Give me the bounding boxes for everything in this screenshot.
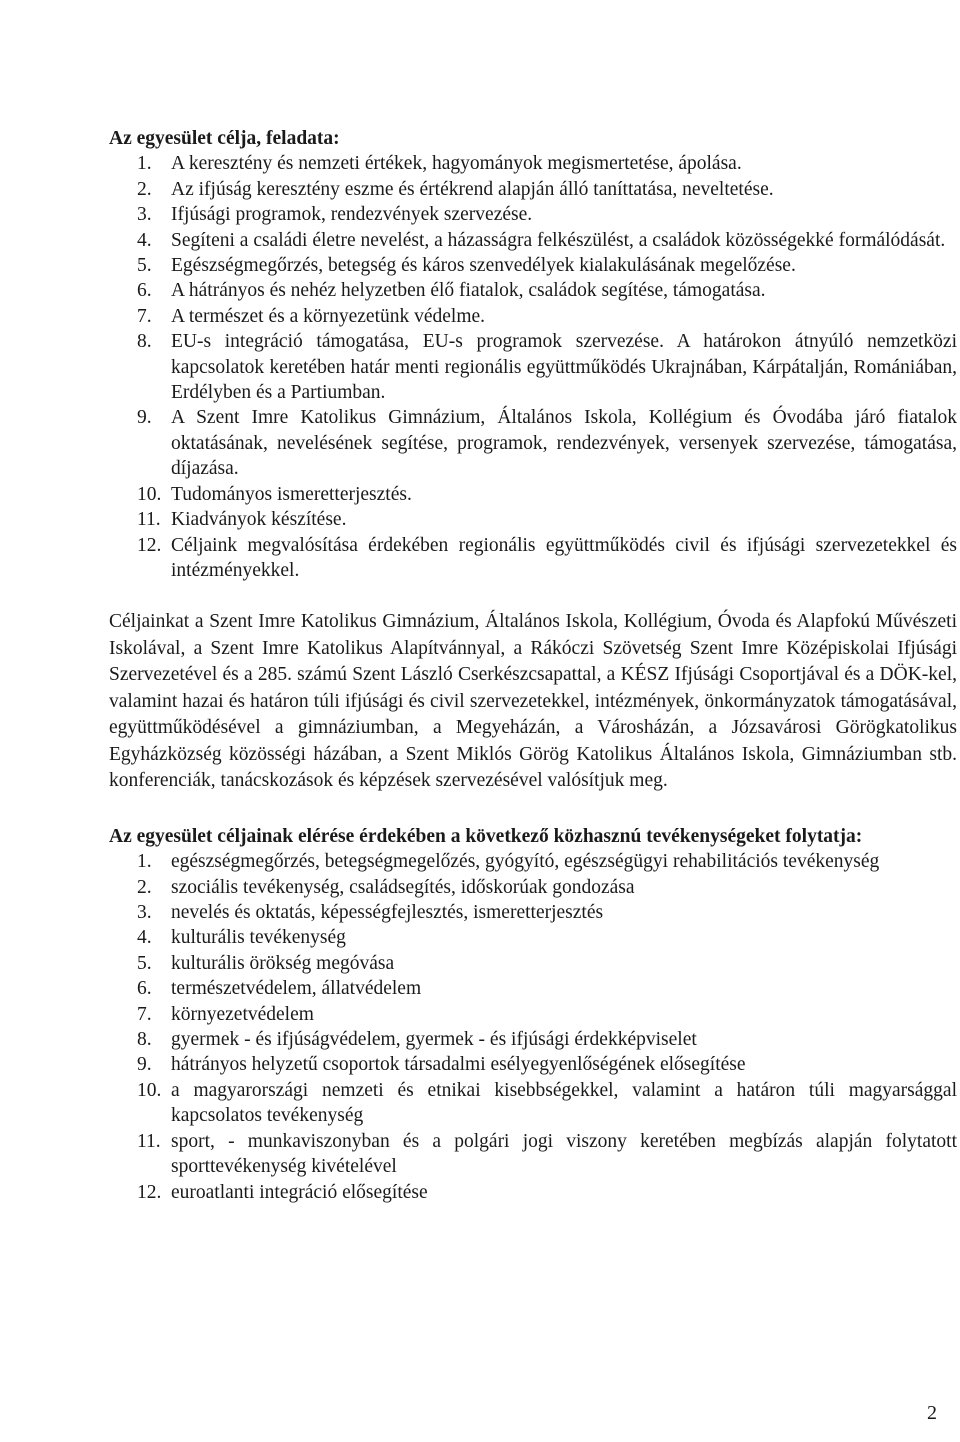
item-number: 3. — [137, 204, 152, 226]
list-item — [109, 278, 957, 303]
item-text: EU-s integráció támogatása, EU-s programok szervezése. A határokon átnyúló nemzetközi kapcsolatok keretében határ menti regionális együttműködés Ukrajnában, Kárpátalján, Romániában, Erdélyben és a Partiumban. — [171, 331, 957, 404]
list-item — [109, 228, 957, 253]
activities-list — [109, 849, 957, 1205]
item-text: kulturális örökség megóvása — [171, 952, 395, 974]
list-item — [109, 849, 957, 874]
list-item — [109, 1052, 957, 1077]
item-text: euroatlanti integráció elősegítése — [171, 1181, 428, 1203]
item-text: A természet és a környezetünk védelme. — [171, 305, 486, 327]
item-text: Céljaink megvalósítása érdekében regionális együttműködés civil és ifjúsági szervezetekkel és intézményekkel. — [171, 534, 957, 581]
item-text: környezetvédelem — [171, 1003, 314, 1025]
item-number: 10. — [137, 483, 162, 505]
item-number: 9. — [137, 407, 152, 429]
list-item — [109, 1002, 957, 1027]
item-number: 9. — [137, 1054, 152, 1076]
item-text: hátrányos helyzetű csoportok társadalmi esélyegyenlőségének elősegítése — [171, 1054, 746, 1076]
item-number: 11. — [137, 509, 161, 531]
list-item — [109, 177, 957, 202]
item-text: természetvédelem, állatvédelem — [171, 978, 422, 1000]
list-item — [109, 1129, 957, 1180]
item-number: 11. — [137, 1130, 161, 1152]
list-item — [109, 1180, 957, 1205]
item-number: 1. — [137, 851, 152, 873]
body-paragraph: Céljainkat a Szent Imre Katolikus Gimnázium, Általános Iskola, Kollégium, Óvoda és Alapfokú Művészeti Iskolával, a Szent Imre Katolikus Alapítvánnyal, a Rákóczi Szövetség Szent Imre Középiskolai Ifjúsági Szervezetével és a 285. számú Szent László Cserkészcsapattal, a KÉSZ Ifjúsági Csoportjával és a DÖK-kel, valamint hazai és határon túli ifjúsági és civil szervezetekkel, intézmények, önkormányzatok támogatásával, együttműködésével a gimnáziumban, a Megyeházán, a Városházán, a Józsavárosi Görögkatolikus Egyházközség közösségi házában, a Szent Miklós Görög Katolikus Általános Iskola, Gimnáziumban stb. konferenciák, tanácskozások és képzések szervezésével valósítjuk meg. — [109, 611, 957, 792]
section-heading-goals: Az egyesület célja, feladata: — [109, 128, 340, 149]
list-item — [109, 202, 957, 227]
item-number: 3. — [137, 902, 152, 924]
list-item — [109, 976, 957, 1001]
list-item — [109, 482, 957, 507]
page-number: 2 — [927, 1402, 937, 1424]
list-item — [109, 304, 957, 329]
item-text: Kiadványok készítése. — [171, 509, 347, 531]
item-text: A hátrányos és nehéz helyzetben élő fiatalok, családok segítése, támogatása. — [171, 280, 766, 302]
list-item — [109, 253, 957, 278]
item-text: Ifjúsági programok, rendezvények szervezése. — [171, 204, 533, 226]
item-text: szociális tevékenység, családsegítés, időskorúak gondozása — [171, 876, 635, 898]
item-number: 4. — [137, 927, 152, 949]
list-item — [109, 151, 957, 176]
item-number: 12. — [137, 534, 162, 556]
list-item — [109, 533, 957, 584]
item-text: nevelés és oktatás, képességfejlesztés, ismeretterjesztés — [171, 902, 604, 924]
item-text: egészségmegőrzés, betegségmegelőzés, gyógyító, egészségügyi rehabilitációs tevékenység — [171, 851, 880, 873]
item-text: gyermek - és ifjúságvédelem, gyermek - és ifjúsági érdekképviselet — [171, 1029, 697, 1051]
item-number: 2. — [137, 876, 152, 898]
item-text: Segíteni a családi életre nevelést, a házasságra felkészülést, a családok közösségekké formálódását. — [171, 229, 946, 251]
item-number: 5. — [137, 255, 152, 277]
list-item — [109, 875, 957, 900]
list-item — [109, 405, 957, 481]
item-text: Egészségmegőrzés, betegség és káros szenvedélyek kialakulásának megelőzése. — [171, 255, 796, 277]
list-item — [109, 329, 957, 405]
item-number: 4. — [137, 229, 152, 251]
item-number: 7. — [137, 305, 152, 327]
list-item — [109, 507, 957, 532]
item-number: 8. — [137, 1029, 152, 1051]
item-text: Tudományos ismeretterjesztés. — [171, 483, 412, 505]
document-page — [109, 126, 957, 1205]
list-item — [109, 1027, 957, 1052]
list-item — [109, 925, 957, 950]
item-text: sport, - munkaviszonyban és a polgári jogi viszony keretében megbízás alapján folytatott sporttevékenység kivételével — [171, 1130, 957, 1178]
item-number: 1. — [137, 153, 152, 175]
list-item — [109, 951, 957, 976]
item-text: A Szent Imre Katolikus Gimnázium, Általános Iskola, Kollégium és Óvodába járó fiatalok oktatásának, nevelésének segítése, programok, rendezvények, versenyek szervezése, támogatása, díjazása. — [171, 407, 957, 480]
item-text: A keresztény és nemzeti értékek, hagyományok megismertetése, ápolása. — [171, 153, 742, 175]
item-text: a magyarországi nemzeti és etnikai kisebbségekkel, valamint a határon túli magyarsággal kapcsolatos tevékenység — [171, 1079, 957, 1127]
item-number: 8. — [137, 331, 152, 353]
list-item — [109, 900, 957, 925]
list-item — [109, 1078, 957, 1129]
item-text: kulturális tevékenység — [171, 927, 346, 949]
item-number: 6. — [137, 978, 152, 1000]
item-number: 7. — [137, 1003, 152, 1025]
goals-list — [109, 151, 957, 583]
item-number: 10. — [137, 1079, 162, 1101]
item-number: 5. — [137, 952, 152, 974]
item-number: 6. — [137, 280, 152, 302]
section-heading-activities: Az egyesület céljainak elérése érdekében a következő közhasznú tevékenységeket folytatja: — [109, 825, 863, 847]
item-text: Az ifjúság keresztény eszme és értékrend alapján álló taníttatása, neveltetése. — [171, 178, 774, 200]
item-number: 12. — [137, 1181, 162, 1203]
item-number: 2. — [137, 178, 152, 200]
